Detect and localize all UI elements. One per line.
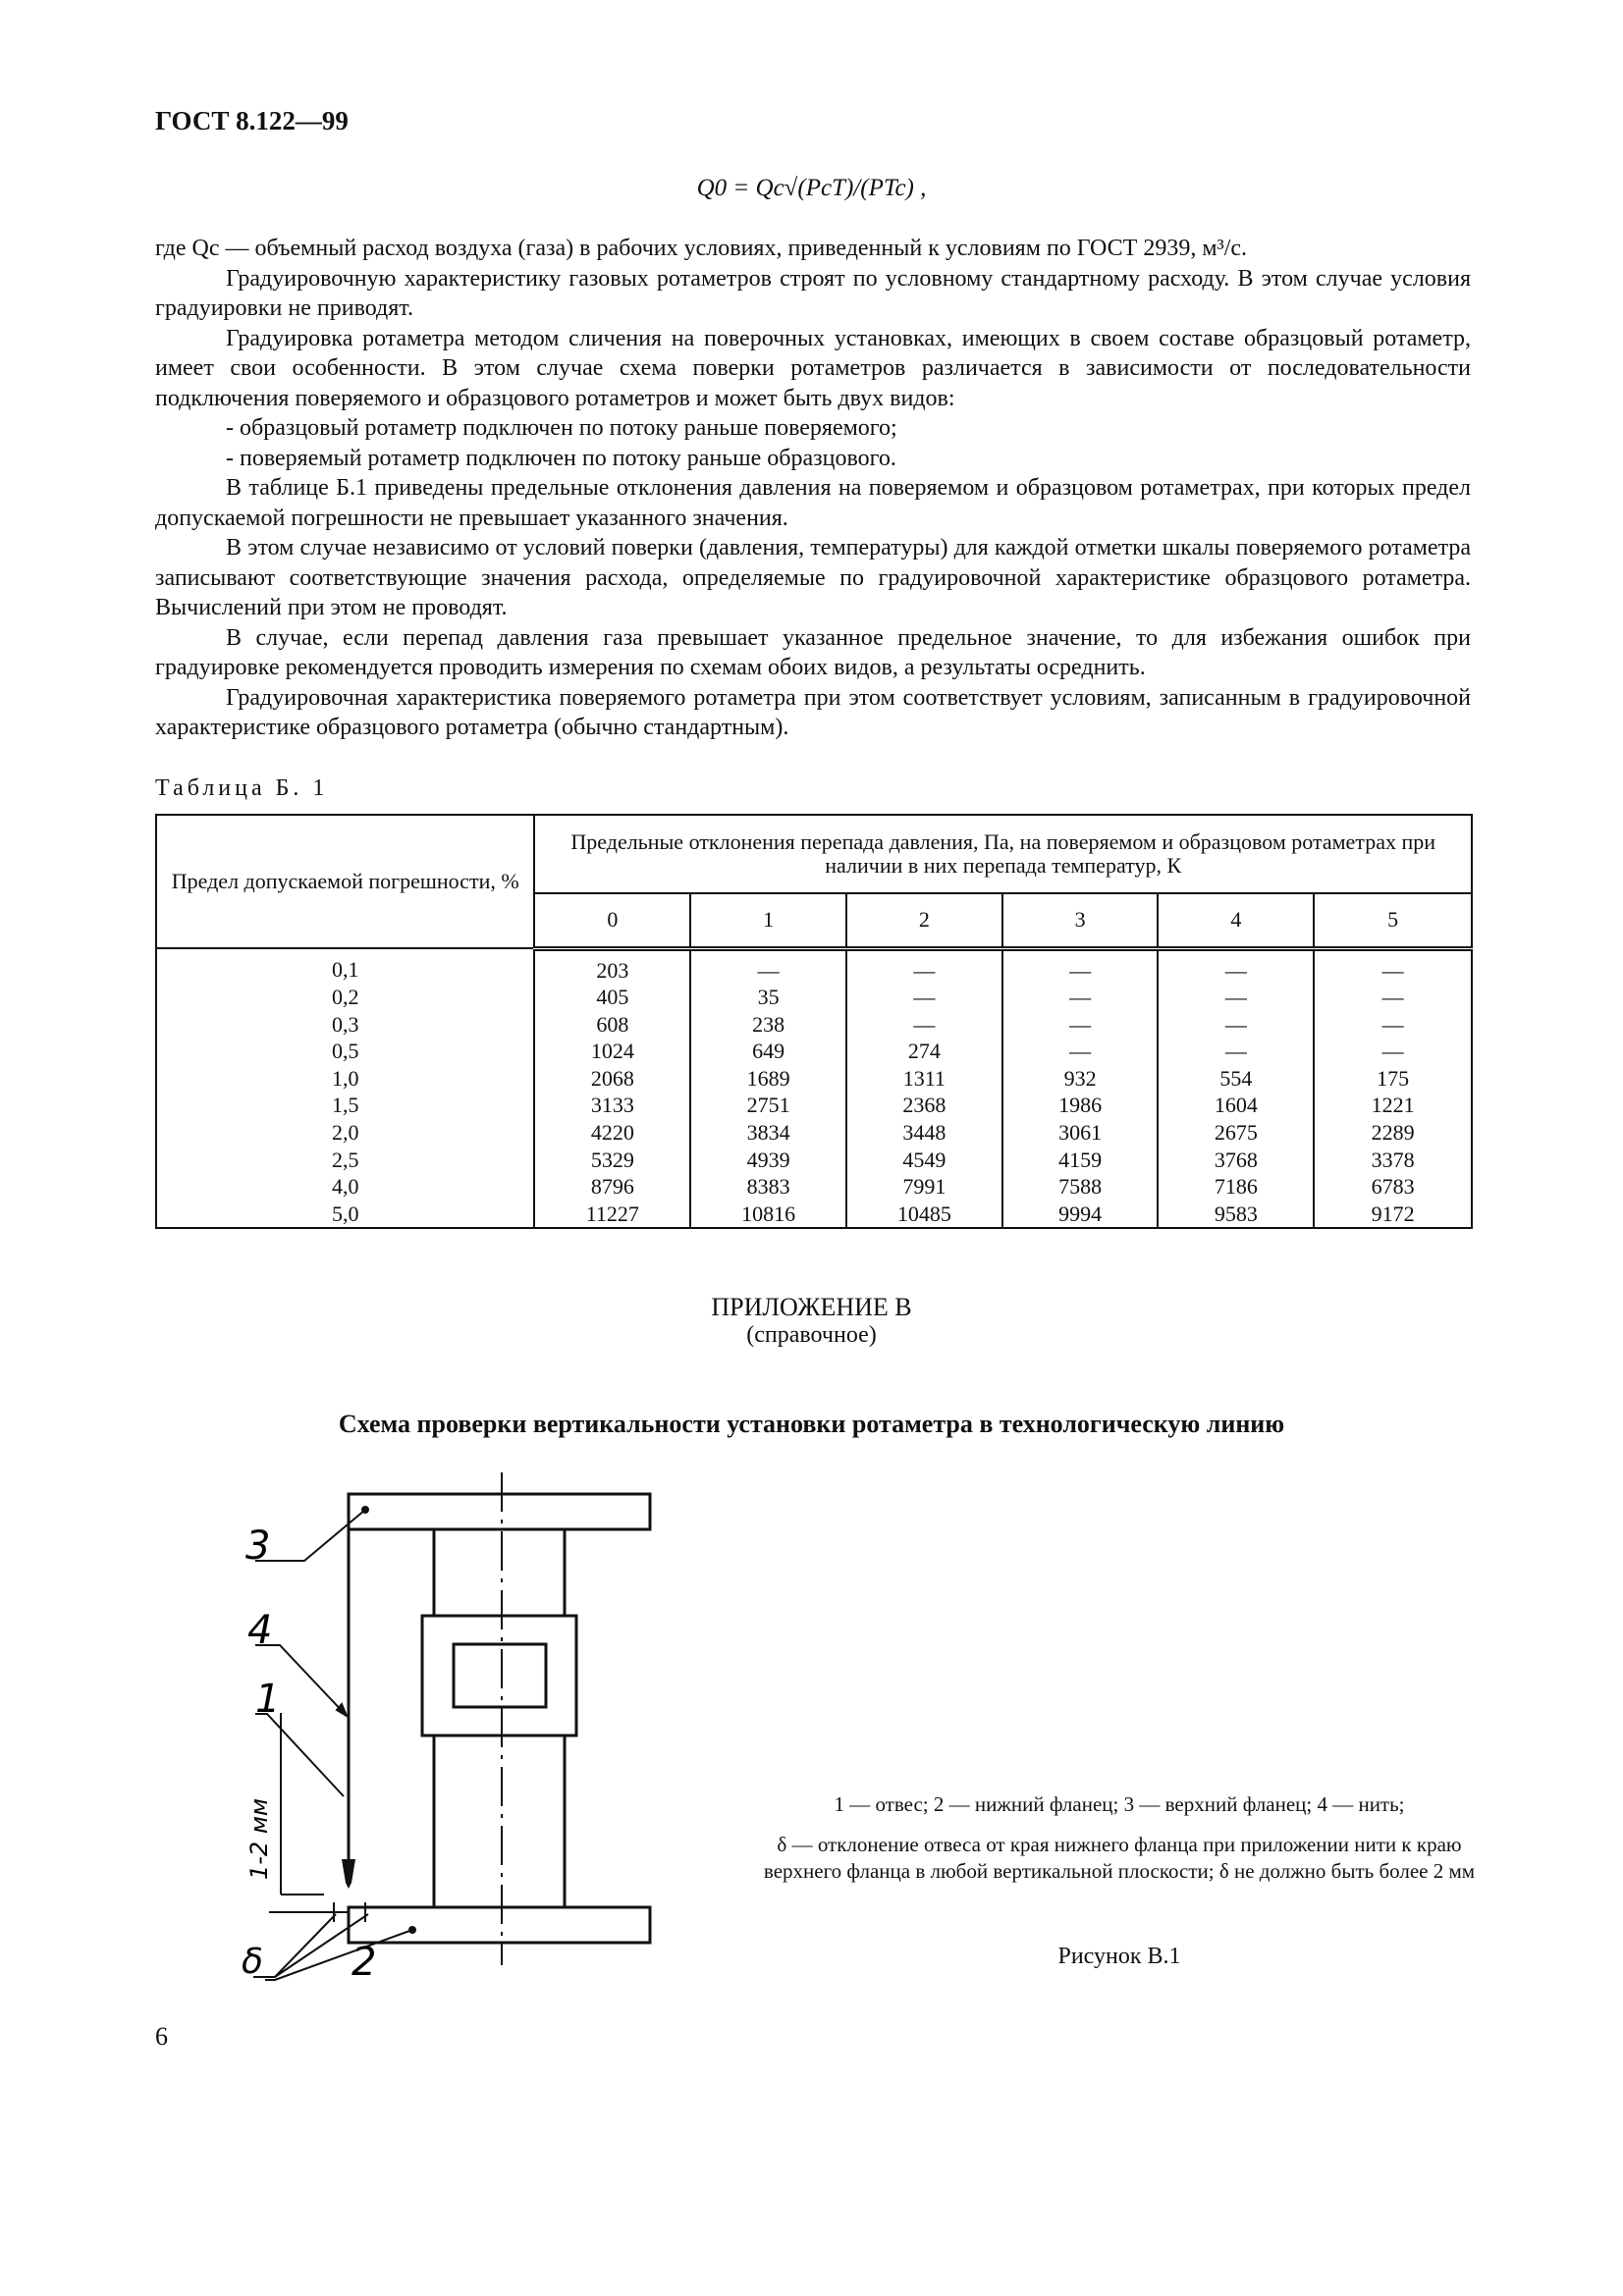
- paragraph: где Qc — объемный расход воздуха (газа) в рабочих условиях, приведенный к условиям по ГОСТ 2939, м³/с.: [155, 236, 1248, 261]
- value-cell: 405: [534, 984, 690, 1011]
- value-cell: —: [1314, 1038, 1472, 1065]
- value-cell: 649: [690, 1038, 846, 1065]
- value-cell: 9172: [1314, 1201, 1472, 1229]
- value-cell: 203: [534, 948, 690, 984]
- scheme-title: Схема проверки вертикальности установки ротаметра в технологическую линию: [338, 1410, 1285, 1438]
- appendix-subtitle: (справочное): [746, 1322, 877, 1348]
- tolerance-cell: 1,5: [156, 1092, 534, 1119]
- rotameter-window: [454, 1644, 546, 1707]
- value-cell: 3768: [1158, 1147, 1314, 1174]
- table-row: [156, 1011, 1472, 1039]
- figure-legend: [756, 1791, 1483, 1898]
- value-cell: 3378: [1314, 1147, 1472, 1174]
- value-cell: 7186: [1158, 1173, 1314, 1201]
- label-1: 1: [255, 1677, 281, 1722]
- value-cell: 35: [690, 984, 846, 1011]
- value-cell: —: [1002, 984, 1159, 1011]
- document-header: ГОСТ 8.122—99: [155, 106, 349, 135]
- table-caption: Таблица Б. 1: [155, 775, 329, 801]
- label-4: 4: [247, 1608, 273, 1653]
- value-cell: —: [1002, 948, 1159, 984]
- tolerance-cell: 2,5: [156, 1147, 534, 1174]
- value-cell: —: [1158, 1011, 1314, 1039]
- paragraph: Градуировка ротаметра методом сличения на поверочных установках, имеющих в своем составе образцовый ротаметр, имеет свои особенности. В этом случае схема поверки ротаметров различается в зависимости от последовательности подключения поверяемого и образцового ротаметров и может быть двух видов:: [155, 325, 1471, 411]
- value-cell: 2068: [534, 1065, 690, 1093]
- value-cell: 238: [690, 1011, 846, 1039]
- value-cell: 8383: [690, 1173, 846, 1201]
- table-row: [156, 1065, 1472, 1093]
- data-table: [155, 814, 1473, 1229]
- value-cell: —: [1158, 948, 1314, 984]
- table-row: [156, 1173, 1472, 1201]
- value-cell: 7991: [846, 1173, 1002, 1201]
- value-cell: 932: [1002, 1065, 1159, 1093]
- label-delta: δ: [242, 1942, 264, 1982]
- table-row: [156, 1201, 1472, 1229]
- value-cell: 4939: [690, 1147, 846, 1174]
- table-row: [156, 1147, 1472, 1174]
- value-cell: 7588: [1002, 1173, 1159, 1201]
- rotameter-diagram: [226, 1463, 677, 2012]
- value-cell: 4159: [1002, 1147, 1159, 1174]
- value-cell: 274: [846, 1038, 1002, 1065]
- table-row: [156, 948, 1472, 984]
- paragraph: Градуировочная характеристика поверяемого ротаметра при этом соответствует условиям, записанным в градуировочной характеристике образцового ротаметра (обычно стандартным).: [155, 684, 1471, 740]
- value-cell: 8796: [534, 1173, 690, 1201]
- label-2: 2: [352, 1940, 377, 1985]
- legend-line: δ — отклонение отвеса от края нижнего фланца при приложении нити к краю верхнего фланца в любой вертикальной плоскости; δ не должно быть более 2 мм: [763, 1833, 1476, 1883]
- tolerance-cell: 0,1: [156, 948, 534, 984]
- value-cell: 608: [534, 1011, 690, 1039]
- dimension-label: 1-2 мм: [245, 1797, 273, 1880]
- value-cell: 10485: [846, 1201, 1002, 1229]
- tolerance-cell: 0,3: [156, 1011, 534, 1039]
- value-cell: 2751: [690, 1092, 846, 1119]
- paragraph: В этом случае независимо от условий поверки (давления, температуры) для каждой отметки шкалы поверяемого ротаметра записывают соответствующие значения расхода, определяемые по градуировочной характеристике образцового ротаметра. Вычислений при этом не проводят.: [155, 535, 1471, 620]
- value-cell: —: [690, 948, 846, 984]
- value-cell: 11227: [534, 1201, 690, 1229]
- value-cell: —: [1314, 984, 1472, 1011]
- value-cell: 1024: [534, 1038, 690, 1065]
- upper-flange: [349, 1494, 650, 1529]
- value-cell: —: [1158, 1038, 1314, 1065]
- label-3: 3: [245, 1523, 271, 1569]
- value-cell: 5329: [534, 1147, 690, 1174]
- value-cell: 9583: [1158, 1201, 1314, 1229]
- column-header: 1: [690, 893, 846, 948]
- body-text: [155, 234, 1471, 743]
- value-cell: 1986: [1002, 1092, 1159, 1119]
- value-cell: 9994: [1002, 1201, 1159, 1229]
- value-cell: —: [1002, 1011, 1159, 1039]
- list-item: - поверяемый ротаметр подключен по потоку раньше образцового.: [226, 445, 896, 471]
- legend-line: 1 — отвес; 2 — нижний фланец; 3 — верхний фланец; 4 — нить;: [834, 1792, 1405, 1816]
- value-cell: 175: [1314, 1065, 1472, 1093]
- value-cell: 3448: [846, 1119, 1002, 1147]
- value-cell: 6783: [1314, 1173, 1472, 1201]
- value-cell: —: [1158, 984, 1314, 1011]
- paragraph: Градуировочную характеристику газовых ротаметров строят по условному стандартному расходу. В этом случае условия градуировки не приводят.: [155, 265, 1471, 321]
- value-cell: —: [846, 984, 1002, 1011]
- tolerance-cell: 2,0: [156, 1119, 534, 1147]
- rotameter-body: [422, 1616, 576, 1735]
- appendix-title: ПРИЛОЖЕНИЕ В: [711, 1293, 912, 1321]
- value-cell: 554: [1158, 1065, 1314, 1093]
- column-header: 0: [534, 893, 690, 948]
- table-row: [156, 984, 1472, 1011]
- value-cell: —: [1002, 1038, 1159, 1065]
- value-cell: 4549: [846, 1147, 1002, 1174]
- paragraph: В случае, если перепад давления газа превышает указанное предельное значение, то для избежания ошибок при градуировке рекомендуется проводить измерения по схемам обоих видов, а результаты осреднить.: [155, 624, 1471, 680]
- formula-text: Q0 = Qc√(PcT)/(PTc) ,: [696, 175, 927, 201]
- formula: [0, 175, 1623, 202]
- value-cell: 1221: [1314, 1092, 1472, 1119]
- table-row: [156, 1119, 1472, 1147]
- plumb-bob: [342, 1859, 355, 1889]
- table-row: [156, 1092, 1472, 1119]
- figure-caption: Рисунок В.1: [1057, 1944, 1181, 1969]
- paragraph: В таблице Б.1 приведены предельные отклонения давления на поверяемом и образцовом ротаметрах, при которых предел допускаемой погрешности не превышает указанного значения.: [155, 475, 1471, 531]
- page-number: 6: [155, 2022, 168, 2051]
- column-header: 4: [1158, 893, 1314, 948]
- value-cell: 10816: [690, 1201, 846, 1229]
- column-group-header: Предельные отклонения перепада давления, Па, на поверяемом и образцовом ротаметрах при наличии в них перепада температур, К: [534, 815, 1472, 893]
- value-cell: 1311: [846, 1065, 1002, 1093]
- column-header-tolerance: Предел допускаемой погрешности, %: [156, 815, 534, 948]
- value-cell: 3061: [1002, 1119, 1159, 1147]
- value-cell: 2368: [846, 1092, 1002, 1119]
- value-cell: —: [1314, 948, 1472, 984]
- list-item: - образцовый ротаметр подключен по потоку раньше поверяемого;: [226, 415, 897, 441]
- value-cell: 1689: [690, 1065, 846, 1093]
- value-cell: 3133: [534, 1092, 690, 1119]
- value-cell: 1604: [1158, 1092, 1314, 1119]
- tolerance-cell: 5,0: [156, 1201, 534, 1229]
- table-row: [156, 1038, 1472, 1065]
- column-header: 3: [1002, 893, 1159, 948]
- value-cell: —: [1314, 1011, 1472, 1039]
- column-header: 2: [846, 893, 1002, 948]
- tolerance-cell: 1,0: [156, 1065, 534, 1093]
- value-cell: 2289: [1314, 1119, 1472, 1147]
- value-cell: 4220: [534, 1119, 690, 1147]
- column-header: 5: [1314, 893, 1472, 948]
- tolerance-cell: 4,0: [156, 1173, 534, 1201]
- tolerance-cell: 0,2: [156, 984, 534, 1011]
- tolerance-cell: 0,5: [156, 1038, 534, 1065]
- value-cell: —: [846, 948, 1002, 984]
- value-cell: —: [846, 1011, 1002, 1039]
- value-cell: 3834: [690, 1119, 846, 1147]
- value-cell: 2675: [1158, 1119, 1314, 1147]
